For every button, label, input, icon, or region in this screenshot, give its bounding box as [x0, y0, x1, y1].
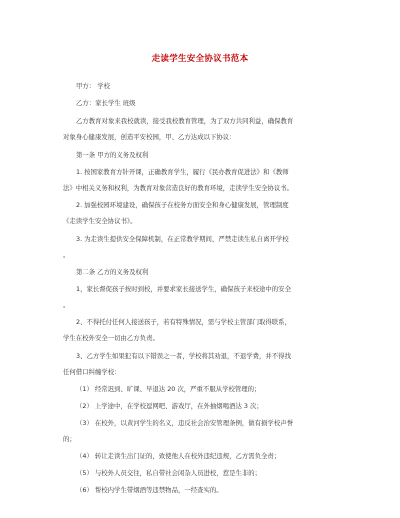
article-1-para-1-line-2: 法》中相关义务和权利，为教育对象营造良好的教育环境，走读学生安全协议书。: [63, 184, 294, 192]
article-1-para-3-line-2: 。: [63, 251, 70, 259]
list-item-4: （4） 转让走读生出门证的，致使他人在校外违纪违规，乙方需负全责；: [76, 452, 281, 460]
article-2-para-3-line-1: 3、乙方学生如果犯有以下错误之一者，学校将其劝退，不退学费，并不得找: [76, 352, 291, 360]
list-item-3-cont: 的；: [63, 435, 76, 443]
article-2-para-2-line-2: 学生在校外安全一切由乙方负责。: [63, 334, 159, 342]
intro-line-2: 对象身心健康发展，创造平安校园，甲、乙方达成以下协议：: [63, 133, 236, 141]
intro-line-1: 乙方教育对象来我校就读，接受我校教育管理，为了双方共同利益，确保教育: [76, 117, 294, 125]
list-item-5: （5） 与校外人员交往，私自带社会闲杂人员进校，惹是生非的；: [76, 469, 262, 477]
article-2-para-1-line-2: 。: [63, 301, 70, 309]
list-item-1: （1） 经常迟到、旷课、早退达 20 次，严重不服从学校管理的；: [76, 385, 261, 393]
article-2-para-3-line-2: 任何借口纠缠学校：: [63, 368, 121, 376]
list-item-6: （6） 帮校内学生带烟酒等违禁物品，一经查实的。: [76, 486, 223, 494]
article-1-para-2-line-2: 《走读学生安全协议书》。: [63, 217, 137, 225]
document-title: 走读学生安全协议书范本: [151, 54, 249, 64]
article-2-para-2-line-1: 2、不得托付任何人接送孩子，若有特殊情况，需与学校主管部门取得联系，: [76, 318, 291, 326]
party-b-line: 乙方：家长学生 班级: [76, 99, 136, 107]
list-item-3: （3） 在校外，以黄河学生的名义，违反社会治安管理条例，做有损学校声誉: [76, 419, 293, 427]
article-1-heading: 第一条 甲方的义务及权利: [76, 151, 149, 159]
list-item-2: （2） 上学途中，在学校逗网吧、游戏厅，在外抽烟喝酒达 3 次；: [76, 402, 263, 410]
party-a-line: 甲方： 学校: [76, 82, 110, 90]
article-2-para-1-line-1: 1，家长督促孩子按时到校，并要求家长接送学生，确保孩子来校途中的安全: [76, 285, 291, 293]
article-1-para-1-line-1: 1. 按国家教育方针开课，正确教育学生，履行《民办教育促进法》和《教师: [76, 168, 289, 176]
article-1-para-2-line-1: 2. 加强校园环境建设，确保孩子在校务方面安全和身心健康发展，管理制度: [76, 201, 289, 209]
article-2-heading: 第二条 乙方的义务及权利: [76, 268, 149, 276]
article-1-para-3-line-1: 3. 为走读生提供安全保障机制，在正常教学期间，严禁走读生私自离开学校: [76, 235, 289, 243]
